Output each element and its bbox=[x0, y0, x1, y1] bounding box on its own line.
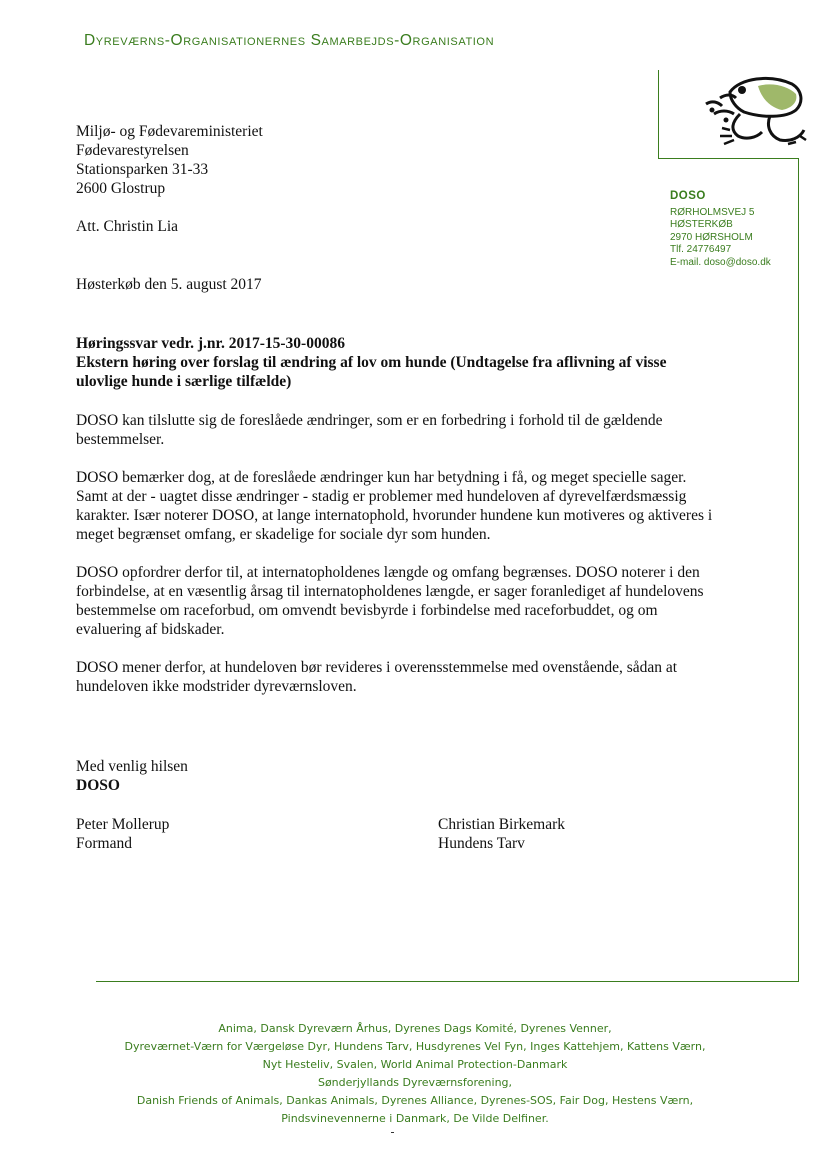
signatory-2-name: Christian Birkemark bbox=[438, 816, 565, 833]
signatory-1-role: Formand bbox=[76, 835, 132, 852]
recipient-line-1: Miljø- og Fødevareministeriet bbox=[76, 123, 263, 140]
sender-address-block bbox=[670, 190, 771, 269]
footer-line-1: Anima, Dansk Dyreværn Århus, Dyrenes Dags Komité, Dyrenes Venner, bbox=[218, 1022, 612, 1035]
letter-body bbox=[76, 411, 716, 715]
footer-line-6: Pindsvinevennerne i Danmark, De Vilde Delfiner. bbox=[281, 1112, 549, 1125]
frame-line-horizontal-bottom bbox=[96, 981, 798, 982]
body-paragraph-4: DOSO mener derfor, at hundeloven bør revideres i overensstemmelse med ovenstående, sådan at hundeloven ikke modstrider dyreværnsloven. bbox=[76, 659, 678, 695]
date-line: Høsterkøb den 5. august 2017 bbox=[76, 276, 262, 293]
subject-line-2: Ekstern høring over forslag til ændring af lov om hunde (Undtagelse fra aflivning af visse ulovlige hunde i særlige tilfælde) bbox=[76, 354, 667, 390]
body-paragraph-2: DOSO bemærker dog, at de foreslåede ændringer kun har betydning i få, og meget specielle sager. Samt at der - uagtet disse ændringer - stadig er problemer med hundeloven af dyrevelfærdsmæssig karakter. Især noterer DOSO, at lange internatophold, hvorunder hundene kun motiveres og aktiveres i meget begrænset omfang, er skadelige for sociale dyr som hunden. bbox=[76, 469, 713, 543]
signatory-2 bbox=[438, 815, 565, 853]
sender-phone: Tlf. 24776497 bbox=[670, 244, 732, 255]
signatory-1 bbox=[76, 815, 169, 853]
subject-block bbox=[76, 334, 716, 391]
frame-line-vertical-top bbox=[658, 70, 659, 158]
recipient-line-4: 2600 Glostrup bbox=[76, 180, 166, 197]
recipient-line-3: Stationsparken 31-33 bbox=[76, 161, 209, 178]
subject-line-1: Høringssvar vedr. j.nr. 2017-15-30-00086 bbox=[76, 335, 345, 352]
footer-line-2: Dyreværnet-Værn for Værgeløse Dyr, Hundens Tarv, Husdyrenes Vel Fyn, Inges Kattehjem, Kattens Værn, bbox=[124, 1040, 706, 1053]
attention-line: Att. Christin Lia bbox=[76, 218, 179, 235]
closing-block bbox=[76, 757, 188, 795]
body-paragraph-3: DOSO opfordrer derfor til, at internatopholdenes længde og omfang begrænses. DOSO noterer i den forbindelse, at en væsentlig årsag til internatopholdenes længde, er sager foranlediget af hundelovens bestemmelse om raceforbud, om omvendt bevisbyrde i forbindelse med raceforbuddet, og om evaluering af bidskader. bbox=[76, 564, 704, 638]
letterhead-title: Dyreværns-Organisationernes Samarbejds-Organisation bbox=[84, 32, 495, 49]
footer-line-3: Nyt Hesteliv, Svalen, World Animal Protection-Danmark bbox=[262, 1058, 568, 1071]
signatory-2-role: Hundens Tarv bbox=[438, 835, 525, 852]
sender-name: DOSO bbox=[670, 190, 706, 202]
closing-greeting: Med venlig hilsen bbox=[76, 758, 188, 775]
frame-line-vertical-right bbox=[798, 158, 799, 982]
body-paragraph-1: DOSO kan tilslutte sig de foreslåede ændringer, som er en forbedring i forhold til de gældende bestemmelser. bbox=[76, 412, 663, 448]
signatory-1-name: Peter Mollerup bbox=[76, 816, 170, 833]
footer-line-5: Danish Friends of Animals, Dankas Animals, Dyrenes Alliance, Dyrenes-SOS, Fair Dog, Hestens Værn, bbox=[136, 1094, 694, 1107]
frame-line-horizontal-top bbox=[658, 158, 798, 159]
sender-street: RØRHOLMSVEJ 5 bbox=[670, 206, 755, 218]
sender-email[interactable]: E-mail. doso@doso.dk bbox=[670, 256, 771, 268]
closing-org: DOSO bbox=[76, 777, 120, 794]
frog-icon bbox=[700, 70, 808, 148]
recipient-address-block bbox=[76, 122, 263, 198]
footer-line-4: Sønderjyllands Dyreværnsforening, bbox=[317, 1076, 513, 1089]
sender-postal: 2970 HØRSHOLM bbox=[670, 231, 753, 243]
page-mark bbox=[391, 1132, 394, 1133]
sender-town: HØSTERKØB bbox=[670, 219, 733, 230]
recipient-line-2: Fødevarestyrelsen bbox=[76, 142, 189, 159]
member-organisations-footer bbox=[60, 1020, 770, 1128]
